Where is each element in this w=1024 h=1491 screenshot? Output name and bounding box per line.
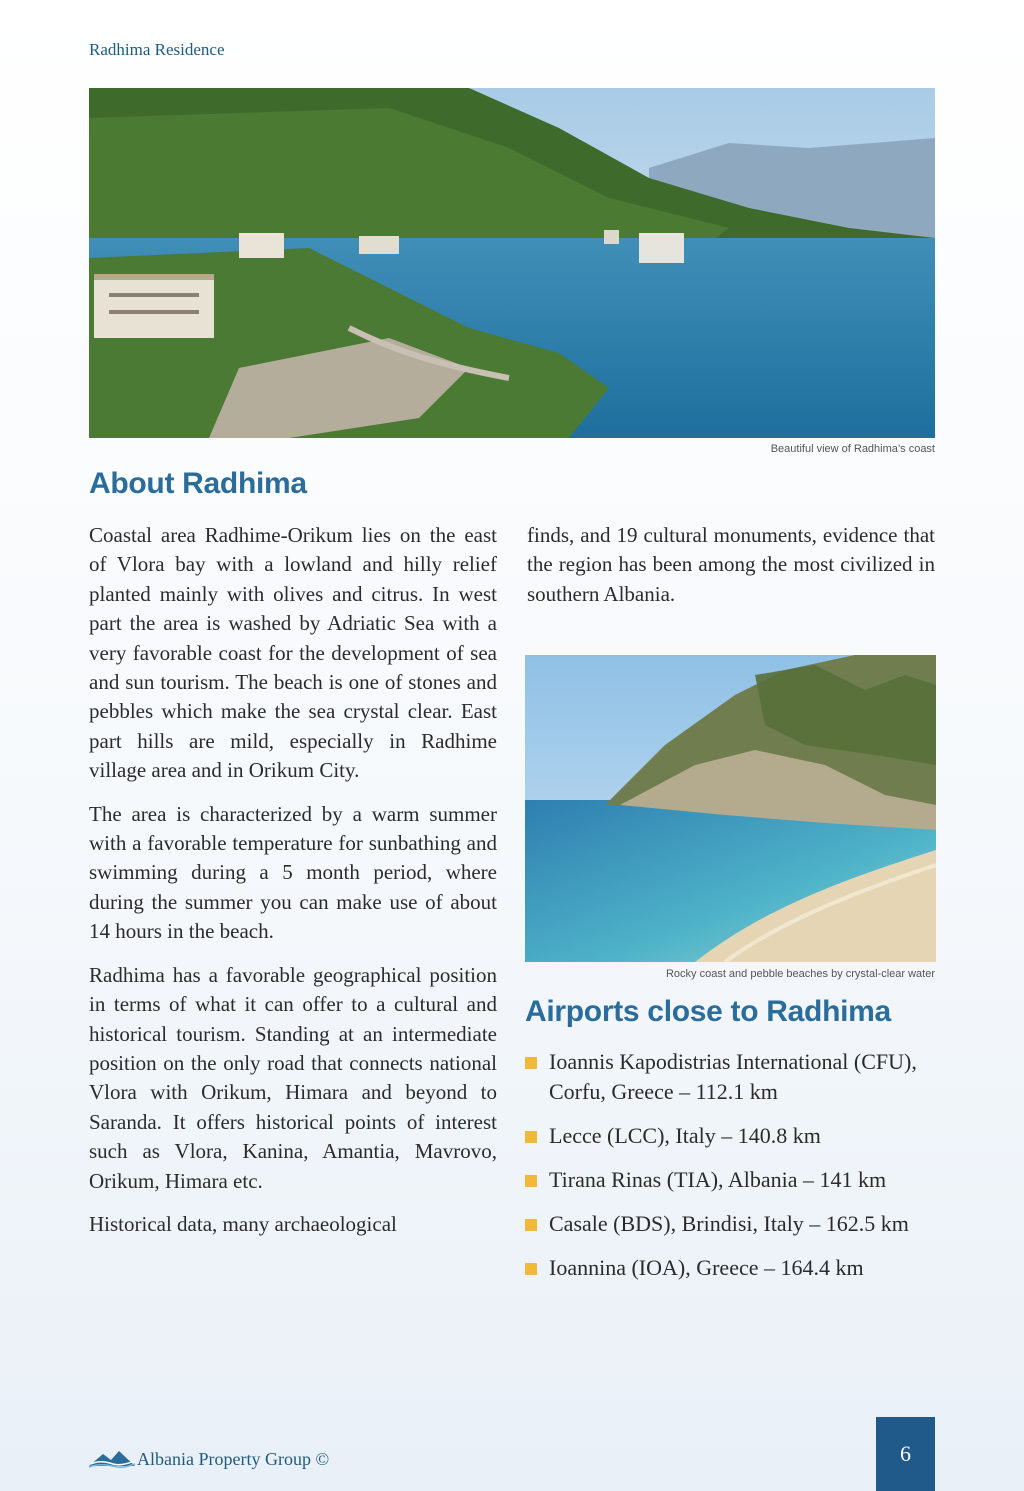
square-bullet-icon — [525, 1057, 537, 1069]
list-item — [525, 1253, 945, 1283]
airport-label: Lecce (LCC), Italy – 140.8 km — [549, 1123, 821, 1148]
about-left-column — [89, 521, 497, 1253]
hero-caption: Beautiful view of Radhima’s coast — [770, 443, 935, 455]
square-bullet-icon — [525, 1263, 537, 1275]
airports-heading: Airports close to Radhima — [525, 995, 891, 1028]
airports-list — [525, 1047, 945, 1297]
square-bullet-icon — [525, 1175, 537, 1187]
hero-photo-coast — [89, 88, 935, 438]
wave-logo-icon — [89, 1448, 135, 1468]
square-bullet-icon — [525, 1131, 537, 1143]
beach-photo — [525, 655, 936, 962]
airport-label: Tirana Rinas (TIA), Albania – 141 km — [549, 1167, 887, 1192]
about-paragraph-1: Coastal area Radhime-Orikum lies on the east of Vlora bay with a lowland and hilly relief planted mainly with olives and citrus. In west part the area is washed by Adriatic Sea with a very favorable coast for the development of sea and sun tourism. The beach is one of stones and pebbles which make the sea crystal clear. East part hills are mild, especially in Radhime village area and in Orikum City. — [89, 523, 497, 783]
beach-caption: Rocky coast and pebble beaches by crystal-clear water — [665, 968, 935, 980]
list-item — [525, 1121, 945, 1151]
list-item — [525, 1209, 945, 1239]
about-paragraph-4: Historical data, many archaeological — [89, 1211, 397, 1236]
list-item — [525, 1047, 945, 1107]
about-paragraph-2: The area is characterized by a warm summer with a favorable temperature for sunbathing and swimming during a 5 month period, where during the summer you can make use of about 14 hours in the beach. — [89, 801, 497, 944]
coast-illustration — [89, 88, 935, 438]
airport-label: Casale (BDS), Brindisi, Italy – 162.5 km — [549, 1211, 909, 1236]
airport-label: Ioannis Kapodistrias International (CFU), Corfu, Greece – 112.1 km — [549, 1049, 917, 1104]
footer-logo — [89, 1444, 329, 1468]
page-number: 6 — [876, 1417, 935, 1491]
square-bullet-icon — [525, 1219, 537, 1231]
about-right-column — [527, 521, 935, 623]
footer-company: Albania Property Group © — [137, 1449, 330, 1469]
beach-illustration — [525, 655, 936, 962]
about-paragraph-continuation: finds, and 19 cultural monuments, evidence that the region has been among the most civilized in southern Albania. — [527, 523, 935, 606]
about-paragraph-3: Radhima has a favorable geographical position in terms of what it can offer to a cultural and historical tourism. Standing at an intermediate position on the only road that connects national Vlora with Orikum, Himara and beyond to Saranda. It offers historical points of interest such as Vlora, Kanina, Amantia, Mavrovo, Orikum, Himara etc. — [89, 962, 497, 1193]
about-heading: About Radhima — [89, 467, 307, 500]
list-item — [525, 1165, 945, 1195]
airport-label: Ioannina (IOA), Greece – 164.4 km — [549, 1255, 864, 1280]
running-header: Radhima Residence — [89, 40, 225, 59]
